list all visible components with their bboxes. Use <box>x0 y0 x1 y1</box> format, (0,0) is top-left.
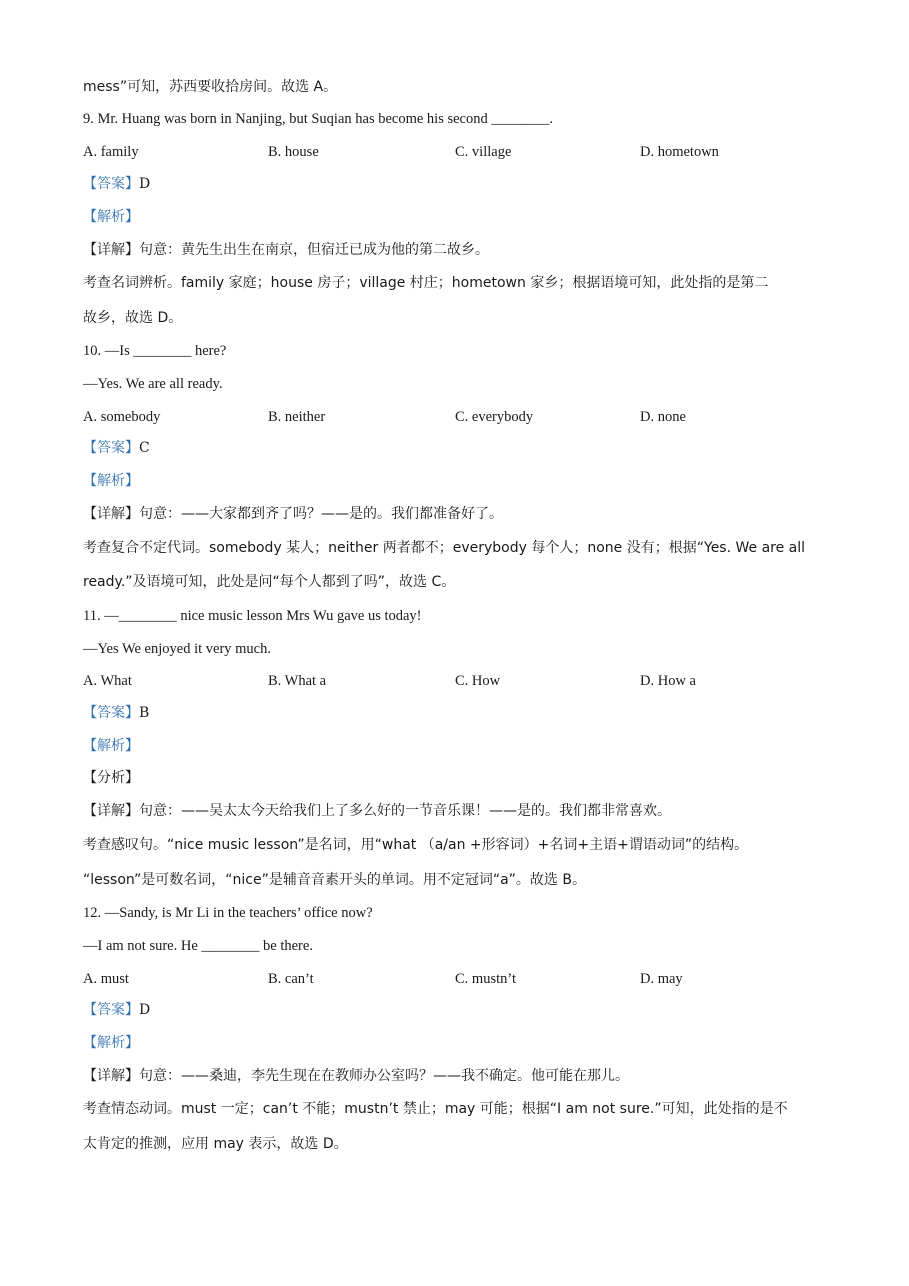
prev-explanation-tail: mess”可知，苏西要收拾房间。故选 A。 <box>83 79 338 95</box>
q9-explanation-1: 考查名词辨析。family 家庭；house 房子；village 村庄；hometown 家乡；根据语境可知，此处指的是第二 <box>83 275 769 291</box>
q12-answer: 【答案】D <box>83 1002 151 1018</box>
q10-option-b: B. neither <box>268 409 326 425</box>
q9-answer: 【答案】D <box>83 176 151 192</box>
q12-option-a: A. must <box>83 971 129 987</box>
q11-option-c: C. How <box>455 673 501 689</box>
q12-explanation-1: 考查情态动词。must 一定；can’t 不能；mustn’t 禁止；may 可能；根据“I am not sure.”可知，此处指的是不 <box>83 1101 788 1117</box>
q11-option-d: D. How a <box>640 673 696 689</box>
q12-option-c: C. mustn’t <box>455 971 516 987</box>
q10-explanation-2: ready.”及语境可知，此处是问“每个人都到了吗”，故选 C。 <box>83 574 456 590</box>
question-12: 12. —Sandy, is Mr Li in the teachers’ office now? <box>83 905 373 921</box>
q10-answer: 【答案】C <box>83 440 150 456</box>
q12-detail: 【详解】句意：——桑迪，李先生现在在教师办公室吗？——我不确定。他可能在那儿。 <box>83 1068 629 1084</box>
q11-analysis-sub: 【分析】 <box>83 770 139 786</box>
question-11: 11. —________ nice music lesson Mrs Wu gave us today! <box>83 608 422 624</box>
q9-option-a: A. family <box>83 144 139 160</box>
question-12-reply: —I am not sure. He ________ be there. <box>83 938 313 954</box>
q12-option-b: B. can’t <box>268 971 314 987</box>
q10-option-a: A. somebody <box>83 409 161 425</box>
q11-explanation-2: “lesson”是可数名词，“nice”是辅音音素开头的单词。用不定冠词“a”。故选 B。 <box>83 872 586 888</box>
q12-analysis-heading: 【解析】 <box>83 1035 139 1051</box>
q10-analysis-heading: 【解析】 <box>83 473 139 489</box>
q9-option-b: B. house <box>268 144 319 160</box>
q11-explanation-1: 考查感叹句。“nice music lesson”是名词，用“what （a/an +形容词）+名词+主语+谓语动词”的结构。 <box>83 837 749 853</box>
q9-analysis-heading: 【解析】 <box>83 209 139 225</box>
q9-option-d: D. hometown <box>640 144 719 160</box>
q11-option-a: A. What <box>83 673 132 689</box>
q10-detail: 【详解】句意：——大家都到齐了吗？——是的。我们都准备好了。 <box>83 506 503 522</box>
q9-explanation-2: 故乡，故选 D。 <box>83 310 183 326</box>
q9-option-c: C. village <box>455 144 512 160</box>
question-9: 9. Mr. Huang was born in Nanjing, but Suqian has become his second ________. <box>83 111 553 127</box>
q11-option-b: B. What a <box>268 673 327 689</box>
q9-detail: 【详解】句意：黄先生出生在南京，但宿迁已成为他的第二故乡。 <box>83 242 489 258</box>
q11-answer: 【答案】B <box>83 705 150 721</box>
q10-explanation-1: 考查复合不定代词。somebody 某人；neither 两者都不；everybody 每个人；none 没有；根据“Yes. We are all <box>83 540 806 556</box>
question-11-reply: —Yes We enjoyed it very much. <box>83 641 271 657</box>
q11-analysis-heading: 【解析】 <box>83 738 139 754</box>
q10-option-c: C. everybody <box>455 409 534 425</box>
q12-option-d: D. may <box>640 971 683 987</box>
question-10-reply: —Yes. We are all ready. <box>83 376 223 392</box>
q10-option-d: D. none <box>640 409 686 425</box>
q12-explanation-2: 太肯定的推测，应用 may 表示，故选 D。 <box>83 1136 348 1152</box>
q11-detail: 【详解】句意：——吴太太今天给我们上了多么好的一节音乐课！——是的。我们都非常喜欢。 <box>83 803 671 819</box>
question-10: 10. —Is ________ here? <box>83 343 227 359</box>
